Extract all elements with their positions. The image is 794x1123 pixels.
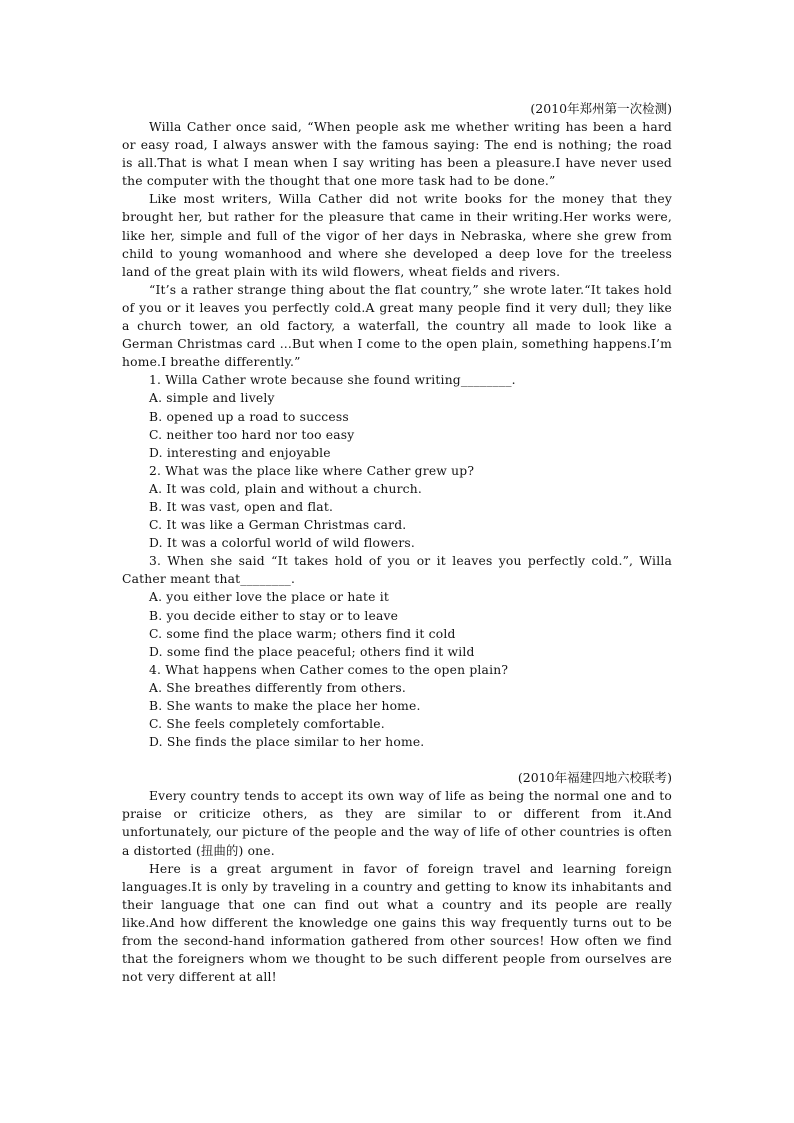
passage1-paragraph-3: “It’s a rather strange thing about the flat country,” she wrote later.“It takes hold of you or it leaves you perfectly cold.A great many people find it very dull; they like a church tower, an old factory, a waterfall, the country all made to look like a German Christmas card ...But when I come to the open plain, something happens.I’m home.I breathe differently.” [122,282,672,370]
question-1-option-d: D. interesting and enjoyable [149,445,331,460]
question-3-option-d: D. some find the place peaceful; others find it wild [149,644,475,659]
question-2-stem: 2. What was the place like where Cather grew up? [149,463,475,478]
document-page [122,100,672,986]
passage2-source: (2010年福建四地六校联考) [517,770,672,786]
question-4-option-a: A. She breathes differently from others. [149,680,406,695]
question-2-option-c: C. It was like a German Christmas card. [149,518,407,533]
passage1-paragraph-1: Willa Cather once said, “When people ask me whether writing has been a hard or easy road, I always answer with the famous saying: The end is nothing; the road is all.That is what I mean when I say writing has been a pleasure.I have never used the computer with the thought that one more task had to be done.” [122,120,672,189]
question-1-option-a: A. simple and lively [149,391,275,406]
question-3-option-c: C. some find the place warm; others find it cold [149,626,456,641]
question-2-option-b: B. It was vast, open and flat. [149,499,334,514]
question-1-option-b: B. opened up a road to success [149,409,349,424]
question-4-stem: 4. What happens when Cather comes to the open plain? [149,662,509,677]
passage1-source: (2010年郑州第一次检测) [530,101,672,116]
question-4-option-b: B. She wants to make the place her home. [149,699,421,713]
question-1-stem: 1. Willa Cather wrote because she found writing________. [149,373,516,388]
passage2-paragraph-1: Every country tends to accept its own way of life as being the normal one and to praise or criticize others, as they are similar to or different from it.And unfortunately, our picture of the people and the way of life of other countries is often a distorted (扭曲的) one. [122,789,672,858]
question-3-option-b: B. you decide either to stay or to leave [149,608,399,623]
passage1-paragraph-2: Like most writers, Willa Cather did not write books for the money that they brought her, but rather for the pleasure that came in their writing.Her works were, like her, simple and full of the vigor of her days in Nebraska, where she grew from child to young womanhood and where she developed a deep love for the treeless land of the great plain with its wild flowers, wheat fields and rivers. [122,192,672,279]
question-1-option-c: C. neither too hard nor too easy [149,427,355,442]
question-4-option-c: C. She feels completely comfortable. [149,717,385,732]
question-2-option-d: D. It was a colorful world of wild flowers. [149,536,416,551]
section-spacer [122,751,672,769]
question-2-option-a: A. It was cold, plain and without a church. [149,481,422,496]
question-3-option-a: A. you either love the place or hate it [149,590,389,605]
question-4-option-d: D. She finds the place similar to her home. [149,735,425,750]
question-3-stem: 3. When she said “It takes hold of you or it leaves you perfectly cold.”, Willa Cather meant that________. [122,554,672,587]
passage2-paragraph-2: Here is a great argument in favor of foreign travel and learning foreign languages.It is only by traveling in a country and getting to know its inhabitants and their language that one can find out what a country and its people are really like.And how different the knowledge one gains this way frequently turns out to be from the second-hand information gathered from other sources! How often we find that the foreigners whom we thought to be such different people from ourselves are not very different at all! [122,861,672,985]
